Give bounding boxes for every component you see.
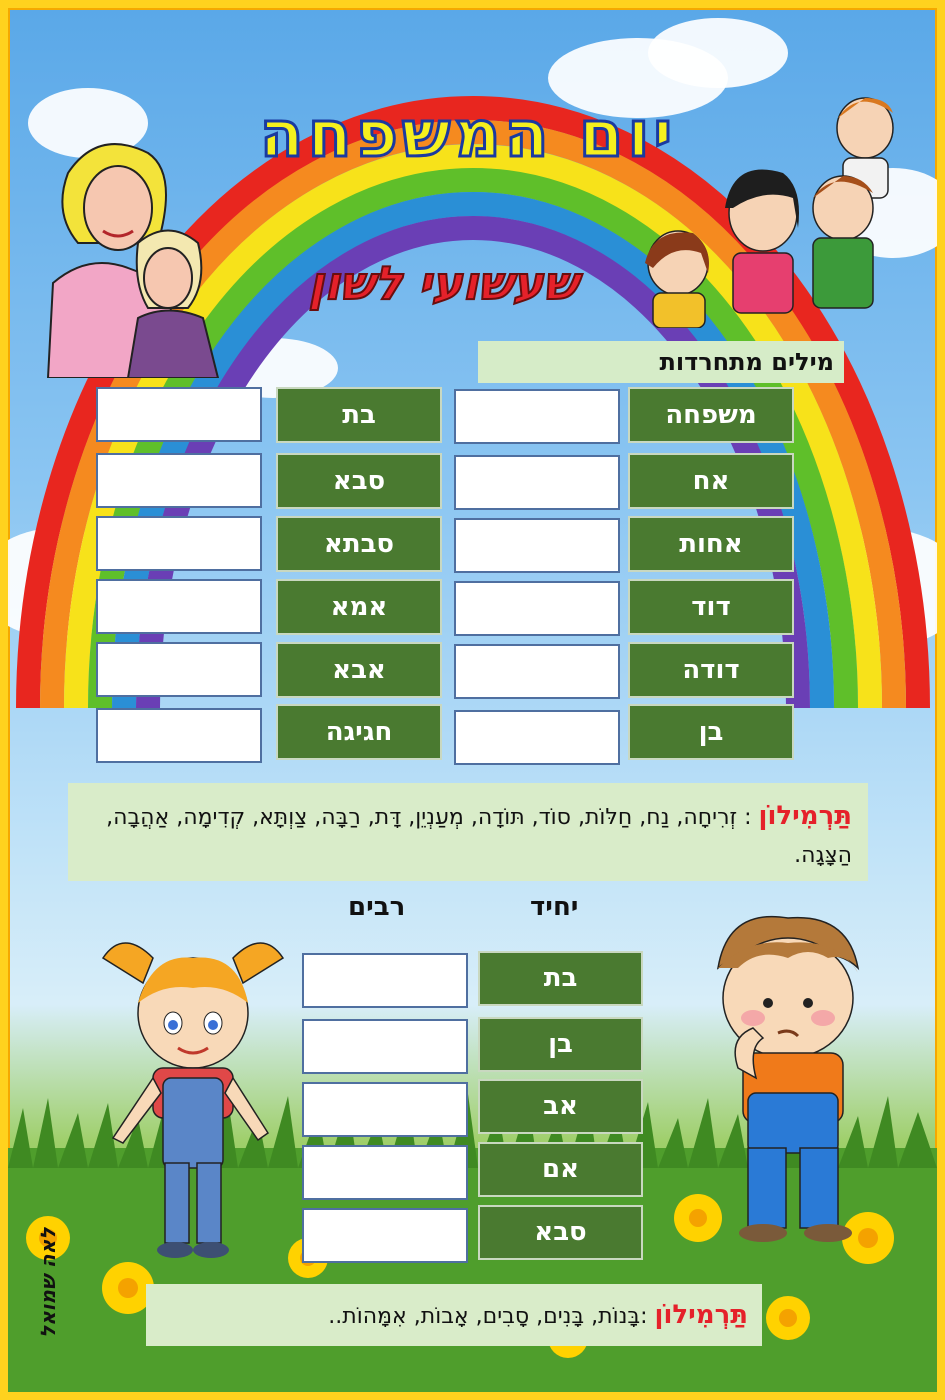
page-subtitle: שעשועי לשון (308, 256, 578, 310)
answer-box[interactable] (302, 1019, 468, 1074)
answer-box[interactable] (454, 710, 620, 765)
answer-box[interactable] (454, 518, 620, 573)
answer-box[interactable] (302, 953, 468, 1008)
column-header-plural: רבים (348, 892, 406, 922)
word-bank-text: :בָּנוֹת, בָּנִים, סָבִים, אָבוֹת, אִמָּהוֹת.. (328, 1304, 655, 1329)
word-bank-2 (146, 1284, 762, 1346)
answer-box[interactable] (96, 387, 262, 442)
mother-daughter-illustration (38, 133, 228, 378)
answer-box[interactable] (454, 389, 620, 444)
word-cell: משפחה (628, 387, 794, 443)
word-cell: אחות (628, 516, 794, 572)
author-signature: לאה שמואל (36, 1227, 60, 1338)
answer-box[interactable] (302, 1082, 468, 1137)
answer-box[interactable] (96, 642, 262, 697)
answer-box[interactable] (96, 708, 262, 763)
word-cell: סבא (478, 1205, 643, 1260)
word-cell: בת (478, 951, 643, 1006)
answer-box[interactable] (454, 581, 620, 636)
word-cell: סבתא (276, 516, 442, 572)
family-children-illustration (633, 88, 938, 328)
word-cell: בן (478, 1017, 643, 1072)
word-bank-1 (68, 783, 868, 881)
word-cell: סבא (276, 453, 442, 509)
girl-illustration (93, 928, 293, 1268)
word-cell: אם (478, 1142, 643, 1197)
word-cell: בן (628, 704, 794, 760)
answer-box[interactable] (302, 1208, 468, 1263)
word-cell: בת (276, 387, 442, 443)
word-cell: אב (478, 1079, 643, 1134)
thinking-boy-illustration (698, 908, 888, 1248)
answer-box[interactable] (454, 644, 620, 699)
page-title: יום המשפחה (259, 98, 677, 172)
word-cell: דודה (628, 642, 794, 698)
word-bank-label: תַּרְמִילוֹן (654, 1300, 748, 1330)
answer-box[interactable] (96, 579, 262, 634)
column-header-singular: יחיד (530, 892, 579, 922)
answer-box[interactable] (454, 455, 620, 510)
word-bank-label: תַּרְמִילוֹן (758, 801, 852, 831)
word-cell: אמא (276, 579, 442, 635)
answer-box[interactable] (96, 453, 262, 508)
answer-box[interactable] (302, 1145, 468, 1200)
word-bank-text: : זְרִיחָה, נַח, חַלּוֹת, סוֹד, תּוֹדָה, מְעַנְיֵן, דָּת, רַבָּה, צַוְתָּא, קְדִימָה, אַהֲבָה, הַצָּגָה. (106, 805, 852, 868)
word-cell: אח (628, 453, 794, 509)
answer-box[interactable] (96, 516, 262, 571)
word-cell: דוד (628, 579, 794, 635)
word-cell: אבא (276, 642, 442, 698)
section-label-words: מילים מתחרדות (478, 341, 844, 383)
word-cell: חגיגה (276, 704, 442, 760)
